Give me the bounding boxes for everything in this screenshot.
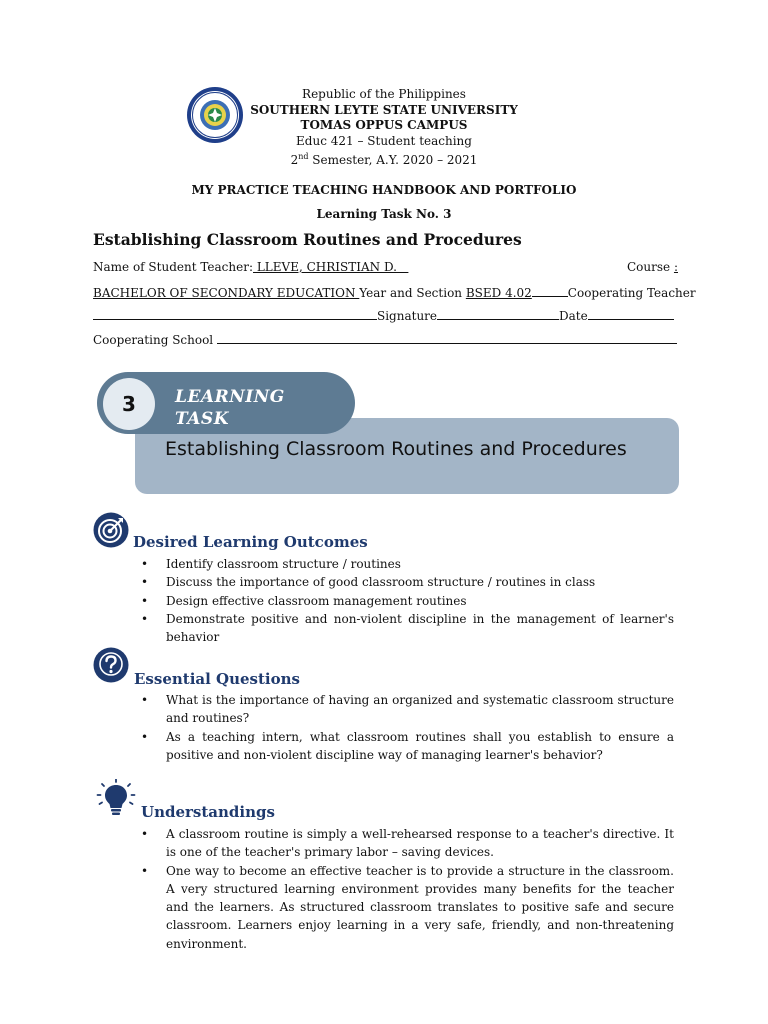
name-line: [93, 260, 408, 274]
list-item: • As a teaching intern, what classroom routines shall you establish to ensure a positive and non-violent discipline way of managing learner's behavior?: [93, 728, 674, 765]
questions-title: Essential Questions: [134, 670, 300, 688]
coop-teacher-blank: [93, 307, 377, 320]
year-label: Year and Section: [359, 286, 466, 300]
year-value: BSED 4.02: [465, 286, 532, 300]
list-item: • Discuss the importance of good classroom structure / routines in class: [93, 573, 674, 591]
task-heading: Establishing Classroom Routines and Procedures: [93, 230, 522, 249]
name-value: LLEVE, CHRISTIAN D.: [253, 260, 409, 274]
outcomes-list: [93, 555, 674, 646]
signature-blank: [437, 307, 559, 320]
list-item: • Design effective classroom management routines: [93, 592, 674, 610]
course-colon: :: [673, 260, 678, 274]
course-value: BACHELOR OF SECONDARY EDUCATION: [93, 286, 360, 300]
date-label: Date: [559, 309, 588, 323]
header-republic: Republic of the Philippines: [302, 87, 466, 101]
questions-list: [93, 691, 674, 764]
date-blank: [588, 307, 674, 320]
banner-number: 3: [103, 378, 155, 430]
year-blank: [532, 284, 568, 297]
header-university: SOUTHERN LEYTE STATE UNIVERSITY: [250, 102, 518, 117]
list-item: • What is the importance of having an organized and systematic classroom structure and routines?: [93, 691, 674, 728]
understandings-list: [93, 825, 674, 953]
target-icon: [93, 512, 129, 548]
coop-school-blank: [217, 331, 677, 344]
banner-title: Establishing Classroom Routines and Procedures: [165, 438, 627, 460]
course-line: [627, 260, 678, 274]
task-number: Learning Task No. 3: [316, 207, 452, 221]
coop-teacher-label: Cooperating Teacher: [567, 286, 696, 300]
header-semester: 2nd Semester, A.Y. 2020 – 2021: [290, 152, 478, 167]
header-course: Educ 421 – Student teaching: [296, 133, 472, 148]
signature-label: Signature: [377, 309, 438, 323]
list-item: • One way to become an effective teacher is to provide a structure in the classroom. A very structured learning environment provides many benefits for the teacher and the learners. As structured classroom translates to positive safe and secure classroom. Learners enjoy learning in a very safe, friendly, and non-threatening environment.: [93, 862, 674, 953]
course-year-line: [93, 284, 696, 300]
list-item: • Identify classroom structure / routines: [93, 555, 674, 573]
course-label: Course: [627, 260, 674, 274]
header-campus: TOMAS OPPUS CAMPUS: [300, 118, 468, 132]
banner-tag: LEARNING TASK: [175, 387, 285, 429]
coop-school-label: Cooperating School: [93, 333, 217, 347]
outcomes-title: Desired Learning Outcomes: [133, 533, 368, 551]
question-icon: [93, 647, 129, 683]
list-item: • A classroom routine is simply a well-rehearsed response to a teacher's directive. It is one of the teacher's primary labor – saving devices.: [93, 825, 674, 862]
handbook-title: MY PRACTICE TEACHING HANDBOOK AND PORTFOLIO: [191, 183, 577, 197]
name-label: Name of Student Teacher:: [93, 260, 254, 274]
signature-line: [93, 307, 674, 323]
lightbulb-icon: [96, 779, 136, 819]
list-item: • Demonstrate positive and non-violent discipline in the management of learner's behavior: [93, 610, 674, 647]
understandings-title: Understandings: [141, 803, 275, 821]
coop-school-line: [93, 331, 677, 347]
